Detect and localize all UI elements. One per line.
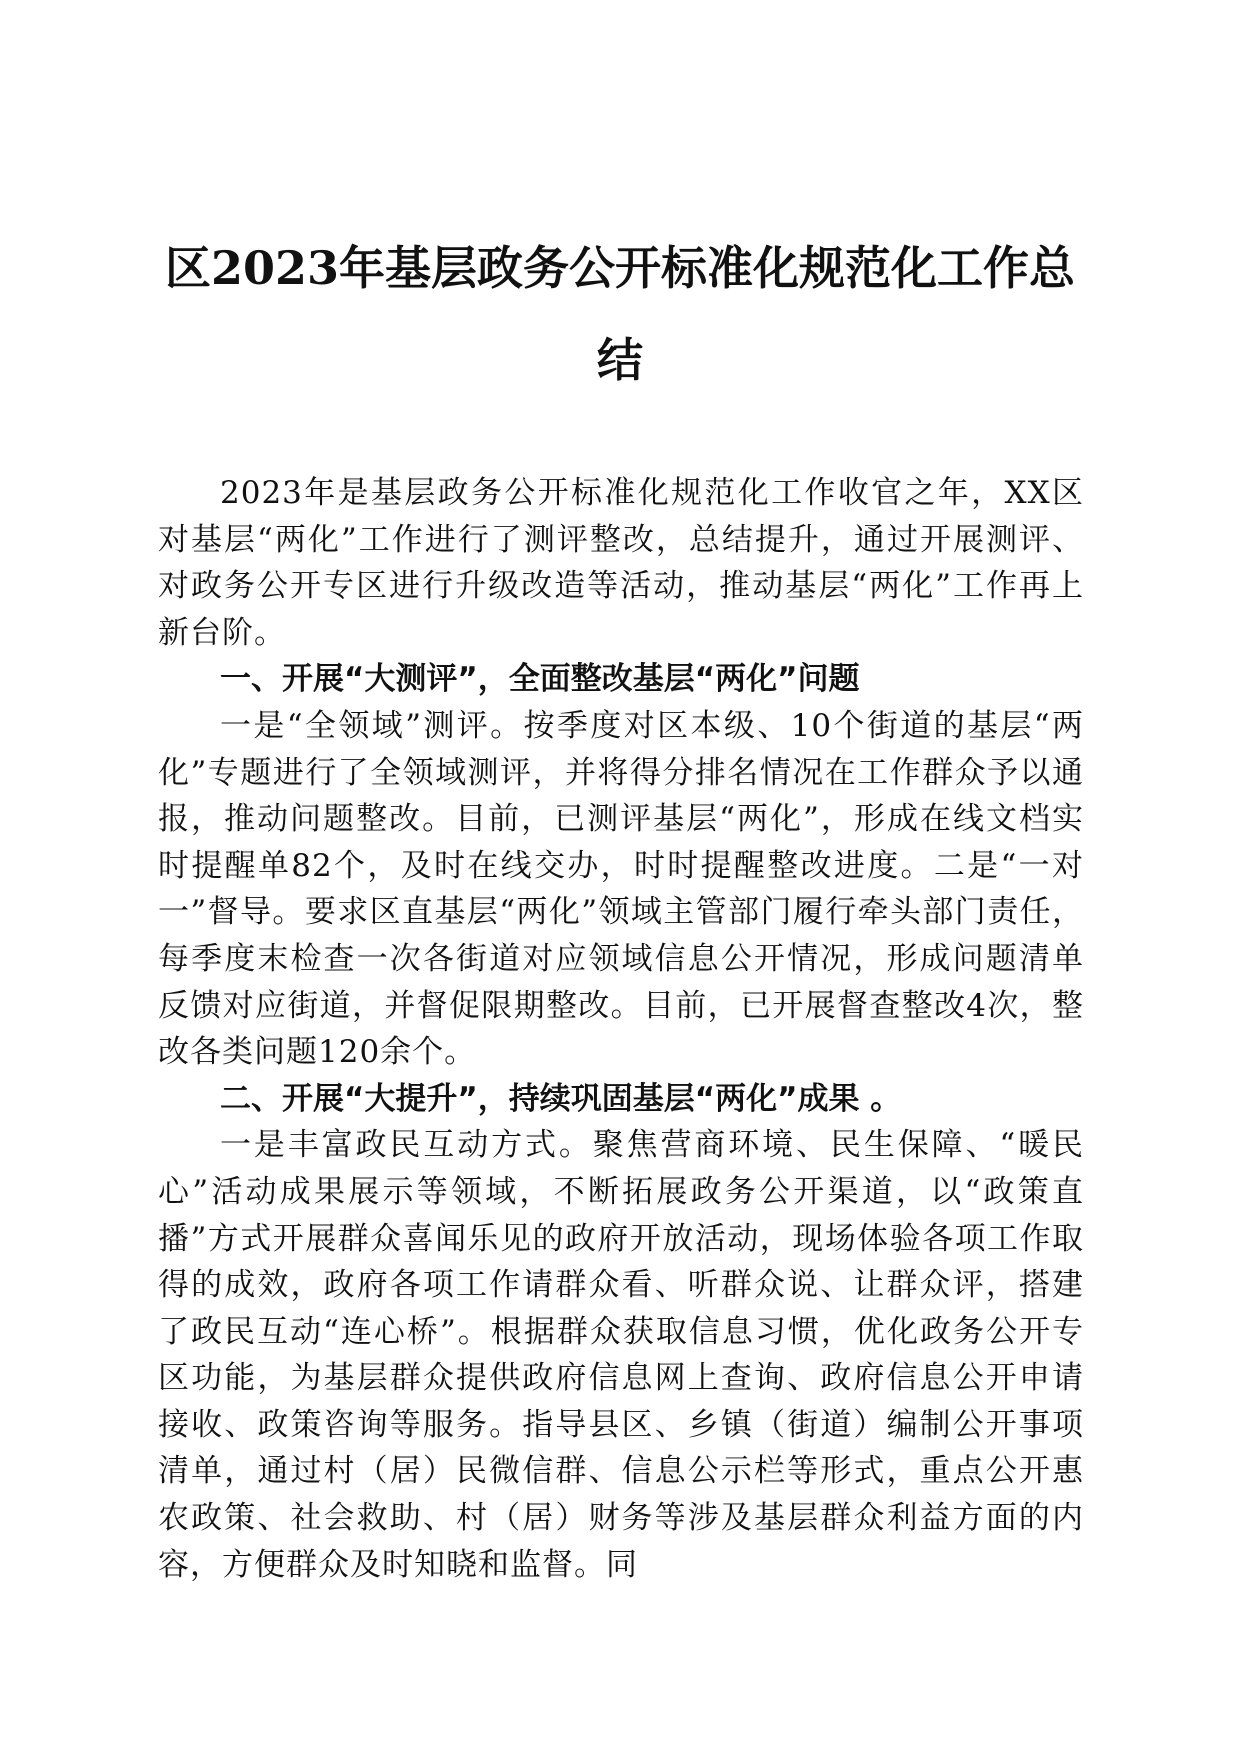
document-title: 区2023年基层政务公开标准化规范化工作总结 <box>164 241 1076 387</box>
section-1-paragraph: 一是“全领域”测评。按季度对区本级、10个街道的基层“两化”专题进行了全领域测评，并将得分排名情况在工作群众予以通报，推动问题整改。目前，已测评基层“两化”，形成在线文档实时提醒单82个，及时在线交办，时时提醒整改进度。二是“一对一”督导。要求区直基层“两化”领域主管部门履行牵头部门责任，每季度末检查一次各街道对应领域信息公开情况，形成问题清单反馈对应街道，并督促限期整改。目前，已开展督查整改4次，整改各类问题120余个。 <box>158 707 1084 1071</box>
section-heading-2: 二、开展“大提升”，持续巩固基层“两化”成果 。 <box>220 1080 902 1117</box>
document-body <box>158 470 1084 1588</box>
section-2-paragraph: 一是丰富政民互动方式。聚焦营商环境、民生保障、“暖民心”活动成果展示等领域，不断拓展政务公开渠道，以“政策直播”方式开展群众喜闻乐见的政府开放活动，现场体验各项工作取得的成效，政府各项工作请群众看、听群众说、让群众评，搭建了政民互动“连心桥”。根据群众获取信息习惯，优化政务公开专区功能，为基层群众提供政府信息网上查询、政府信息公开申请接收、政策咨询等服务。指导县区、乡镇（街道）编制公开事项清单，通过村（居）民微信群、信息公示栏等形式，重点公开惠农政策、社会救助、村（居）财务等涉及基层群众利益方面的内容，方便群众及时知晓和监督。同 <box>158 1127 1084 1583</box>
section-heading-1: 一、开展“大测评”，全面整改基层“两化”问题 <box>220 661 860 698</box>
intro-paragraph: 2023年是基层政务公开标准化规范化工作收官之年，XX区对基层“两化”工作进行了测评整改，总结提升，通过开展测评、对政务公开专区进行升级改造等活动，推动基层“两化”工作再上新台阶。 <box>158 475 1084 651</box>
